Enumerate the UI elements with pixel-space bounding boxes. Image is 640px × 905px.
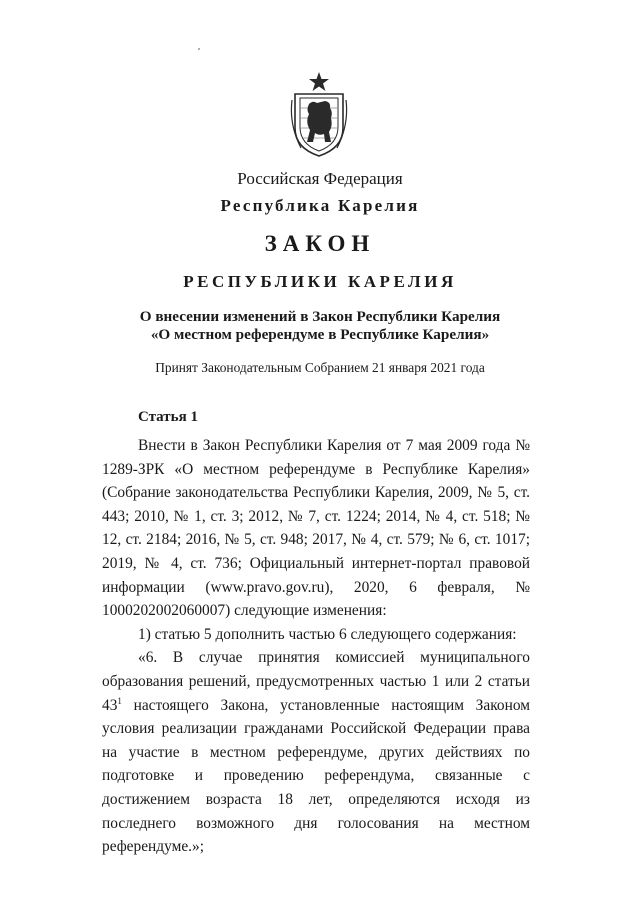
amendment-quote bbox=[102, 646, 530, 858]
scan-speck bbox=[198, 48, 200, 50]
document-type: ЗАКОН bbox=[264, 231, 376, 256]
coat-of-arms-karelia-icon bbox=[287, 70, 351, 158]
amendment-quote-text-cont: настоящего Закона, установленные настоящим Законом условия реализации гражданами Российской Федерации права на участие в местном референдуме, других действиях по подготовке и проведению референдума, связанные с достижением возраста 18 лет, определяются исходя из последнего возможного дня голосования на местном референдуме.»; bbox=[102, 696, 530, 856]
amendment-quote-text: «6. В случае принятия комиссией муниципального образования решений, предусмотренных частью 1 или 2 статьи 43 bbox=[102, 649, 530, 714]
document-issuer: РЕСПУБЛИКИ КАРЕЛИЯ bbox=[183, 272, 457, 291]
article-superscript: 1 bbox=[117, 695, 122, 706]
country-name: Российская Федерация bbox=[237, 169, 403, 188]
document-title-line-2: «О местном референдуме в Республике Карелия» bbox=[150, 326, 490, 343]
republic-name: Республика Карелия bbox=[220, 196, 420, 215]
document-title bbox=[0, 308, 640, 344]
amendment-item: 1) статью 5 дополнить частью 6 следующего содержания: bbox=[138, 625, 517, 643]
document-title-line-1: О внесении изменений в Закон Республики Карелия bbox=[139, 308, 501, 325]
adoption-note: Принят Законодательным Собранием 21 января 2021 года bbox=[155, 360, 485, 375]
article-body bbox=[102, 434, 530, 859]
article-heading: Статья 1 bbox=[138, 409, 198, 425]
article-paragraph: Внести в Закон Республики Карелия от 7 мая 2009 года № 1289-ЗРК «О местном референдуме в Республике Карелия» (Собрание законодательства Республики Карелия, 2009, № 5, ст. 443; 2010, № 1, ст. 3; 2012, № 7, ст. 1224; 2014, № 4, ст. 518; № 12, ст. 2184; 2016, № 5, ст. 948; 2017, № 4, ст. 579; № 6, ст. 1017; 2019, № 4, ст. 736; Официальный интернет-портал правовой информации (www.pravo.gov.ru), 2020, 6 февраля, № 1000202002060007) следующие изменения: bbox=[102, 437, 530, 620]
